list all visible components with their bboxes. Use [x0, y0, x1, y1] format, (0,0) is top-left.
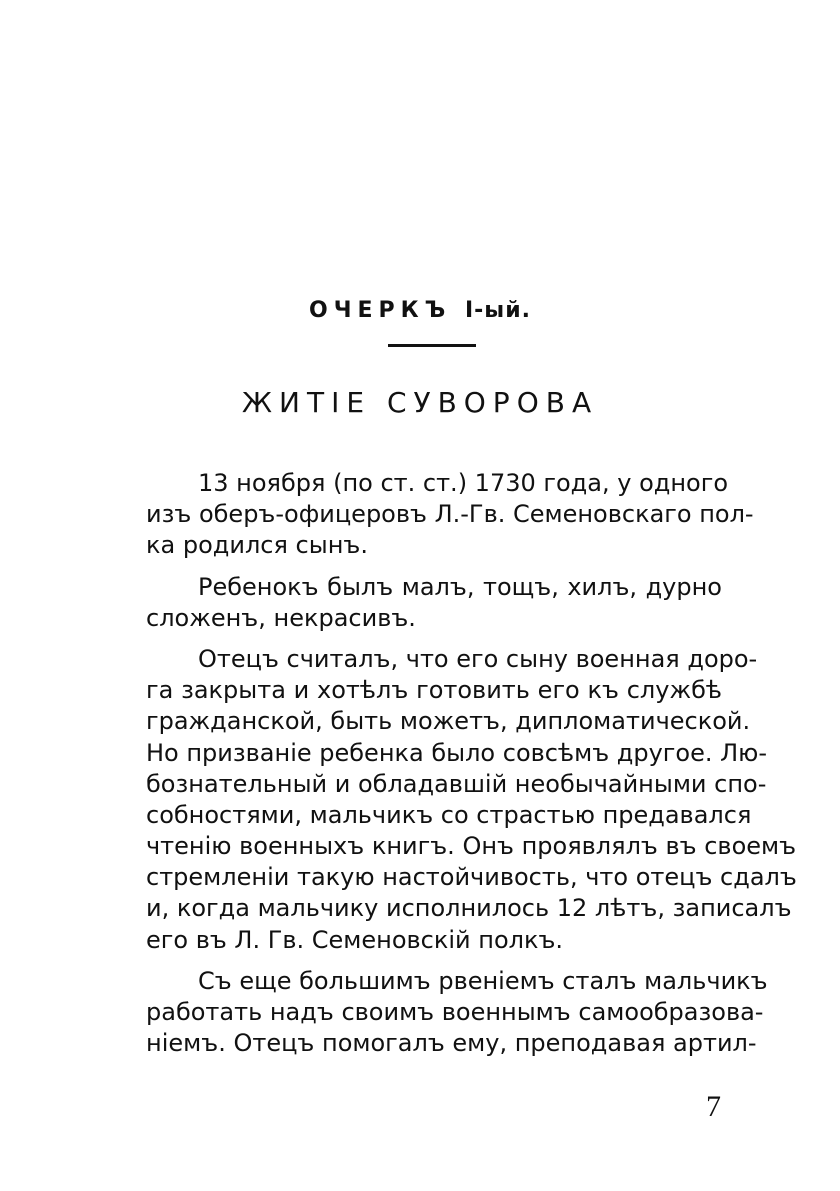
paragraph-3 — [146, 644, 797, 956]
paragraph-1 — [146, 468, 754, 562]
text-line: его въ Л. Гв. Семеновскiй полкъ. — [146, 925, 564, 954]
text-line: Но призванiе ребенка было совсѣмъ другое. Лю- — [146, 738, 768, 767]
text-line: 13 ноября (по ст. ст.) 1730 года, у одного — [198, 469, 729, 497]
text-line: га закрыта и хотѣлъ готовить его къ службѣ — [146, 676, 722, 705]
text-line: изъ оберъ-офицеровъ Л.-Гв. Семеновскаго пол- — [146, 500, 754, 529]
essay-label-word: ОЧЕРКЪ — [309, 298, 452, 323]
paragraph-4 — [146, 966, 768, 1060]
page-number: 7 — [706, 1090, 721, 1123]
text-line: собностями, мальчикъ со страстью предавался — [146, 800, 752, 829]
text-line: стремленiи такую настойчивость, что отецъ сдалъ — [146, 863, 797, 892]
text-line: и, когда мальчику исполнилось 12 лѣтъ, записалъ — [146, 894, 792, 923]
text-line: работать надъ своимъ военнымъ самообразова- — [146, 998, 764, 1026]
text-line: Съ еще большимъ рвенiемъ сталъ мальчикъ — [198, 966, 768, 995]
text-line: чтенiю военныхъ книгъ. Онъ проявлялъ въ своемъ — [146, 832, 797, 861]
essay-label — [0, 298, 840, 323]
body-text — [146, 468, 797, 1069]
chapter-title: ЖИТІЕ СУВОРОВА — [241, 386, 599, 419]
essay-label-number: I-ый. — [464, 298, 531, 323]
paragraph-2 — [146, 572, 722, 634]
text-line: гражданской, быть можетъ, дипломатической. — [146, 707, 751, 736]
text-line: ка родился сынъ. — [146, 531, 368, 560]
text-line: нiемъ. Отецъ помогалъ ему, преподавая артил- — [146, 1029, 757, 1058]
title-divider — [388, 344, 476, 347]
text-line: Отецъ считалъ, что его сыну военная доро- — [198, 644, 758, 673]
text-line: бознательный и обладавшiй необычайными спо- — [146, 769, 767, 798]
text-line: сложенъ, некрасивъ. — [146, 603, 416, 632]
text-line: Ребенокъ былъ малъ, тощъ, хилъ, дурно — [198, 572, 722, 601]
